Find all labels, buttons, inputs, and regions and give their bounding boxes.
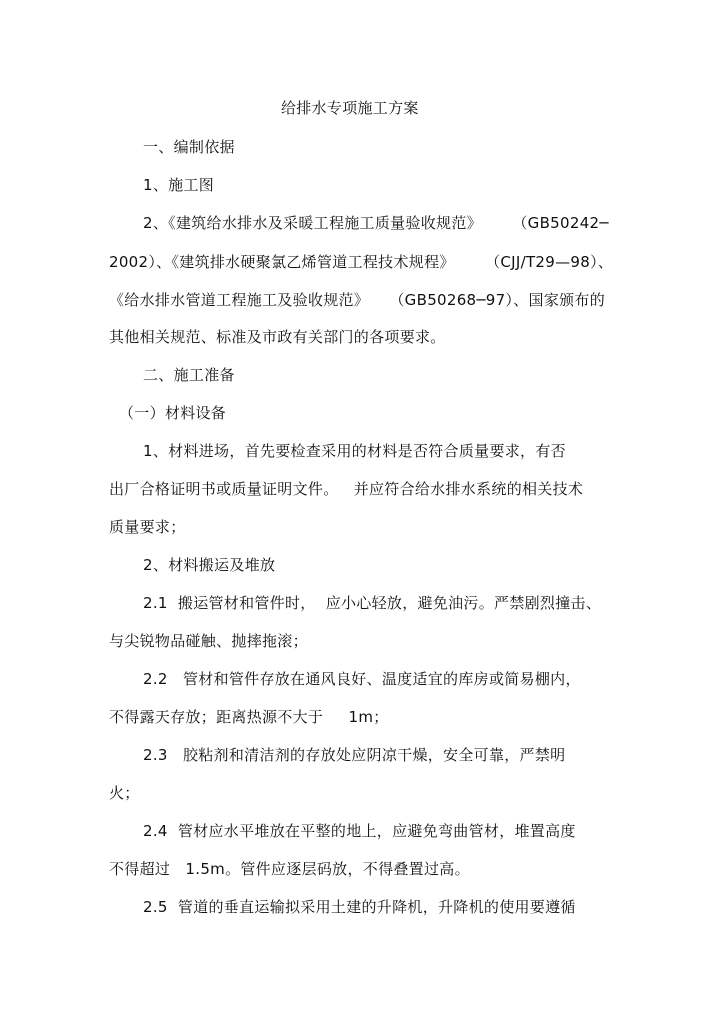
paragraph-line: 2.5 管道的垂直运输拟采用土建的升降机，升降机的使用要遵循 [143, 898, 576, 916]
paragraph-line: 1、施工图 [143, 176, 215, 194]
paragraph-line: 不得超过 1.5m。管件应逐层码放，不得叠置过高。 [109, 860, 470, 878]
document-title: 给排水专项施工方案 [281, 99, 419, 117]
paragraph-line: 《给水排水管道工程施工及验收规范》 （GB50268─97）、国家颁布的 [109, 291, 606, 309]
paragraph-line: 2.1 搬运管材和管件时， 应小心轻放，避免油污。严禁剧烈撞击、 [143, 594, 602, 612]
paragraph-line: 出厂合格证明书或质量证明文件。 并应符合给水排水系统的相关技术 [109, 480, 584, 498]
paragraph-line: 其他相关规范、标准及市政有关部门的各项要求。 [109, 328, 446, 346]
paragraph-line: 2.4 管材应水平堆放在平整的地上，应避免弯曲管材，堆置高度 [143, 822, 576, 840]
paragraph-line: 2、《建筑给水排水及采暖工程施工质量验收规范》 （GB50242─ [143, 214, 609, 232]
paragraph-line: 不得露天存放；距离热源不大于 1m； [109, 708, 389, 726]
paragraph-line: 火； [109, 784, 140, 802]
paragraph-line: 与尖锐物品碰触、抛摔拖滚； [109, 632, 308, 650]
paragraph-line: 2.3 胶粘剂和清洁剂的存放处应阴凉干燥，安全可靠，严禁明 [143, 746, 566, 764]
subsection-heading: （一）材料设备 [119, 404, 227, 422]
section-heading: 一、编制依据 [143, 138, 235, 156]
paragraph-line: 2.2 管材和管件存放在通风良好、温度适宜的库房或简易棚内， [143, 670, 581, 688]
section-heading: 二、施工准备 [143, 366, 235, 384]
paragraph-line: 2、材料搬运及堆放 [143, 556, 276, 574]
paragraph-line: 1、材料进场，首先要检查采用的材料是否符合质量要求，有否 [143, 442, 566, 460]
paragraph-line: 2002）、《建筑排水硬聚氯乙烯管道工程技术规程》 （CJJ/T29—98）、 [109, 253, 614, 271]
paragraph-line: 质量要求； [109, 518, 186, 536]
